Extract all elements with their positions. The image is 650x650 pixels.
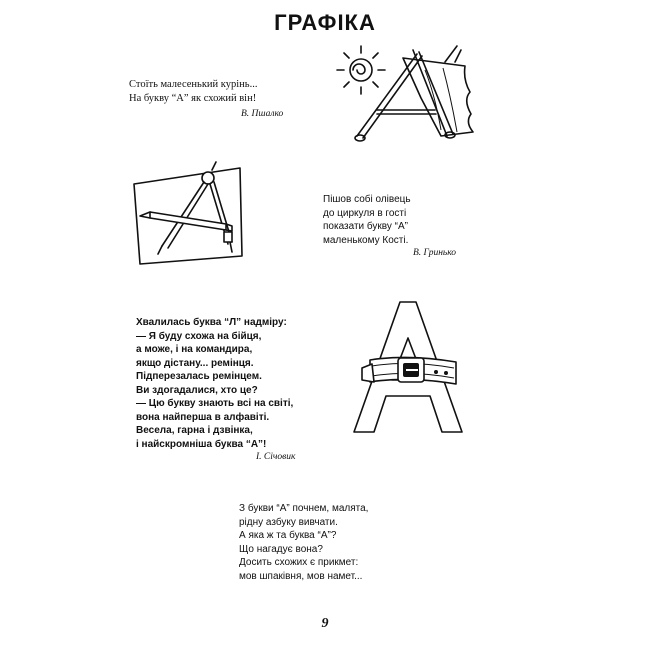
page-number: 9 xyxy=(321,616,329,631)
poem-line: Хвалилась буква “Л” надміру: xyxy=(136,317,287,328)
poem-line: Досить схожих є прикмет: xyxy=(239,557,359,568)
sun-icon xyxy=(337,46,385,94)
belted-letter-a-icon xyxy=(348,298,468,436)
poem-line: і найскромніша буква “А”! xyxy=(136,438,267,450)
poem-line: На букву “А” як схожий він! xyxy=(129,92,257,104)
poem-4 xyxy=(239,502,368,583)
poem-2-author: В. Гринько xyxy=(413,248,457,258)
poem-line: маленькому Кості. xyxy=(323,234,409,246)
poem-line: Весела, гарна і дзвінка, xyxy=(136,425,253,436)
poem-line: Що нагадує вона? xyxy=(239,543,323,555)
poem-1-author: В. Пшалко xyxy=(241,109,284,119)
poem-line: мов шпаківня, мов намет... xyxy=(239,570,363,582)
poem-line: вона найперша в алфавіті. xyxy=(136,411,270,423)
poem-1 xyxy=(129,78,257,105)
poem-line: а може, і на командира, xyxy=(136,344,253,355)
poem-line: А яка ж та буква “А”? xyxy=(239,530,337,541)
page-title: ГРАФІКА xyxy=(274,10,376,35)
compass-letter-a-icon xyxy=(128,160,248,270)
poem-line: Підперезалась ремінцем. xyxy=(136,371,262,382)
tent-letter-a-icon xyxy=(325,40,495,145)
poem-line: — Я буду схожа на бійця, xyxy=(136,330,262,342)
poem-line: рідну азбуку вивчати. xyxy=(239,516,338,528)
poem-line: З букви “А” почнем, малята, xyxy=(239,503,369,514)
poem-line: якщо дістану... ремінця. xyxy=(136,357,254,369)
poem-3-author: І. Січовик xyxy=(256,452,296,462)
poem-line: показати букву “А” xyxy=(323,221,408,232)
poem-line: — Цю букву знають всі на світі, xyxy=(136,398,294,409)
poem-2 xyxy=(323,193,411,247)
poem-line: Ви здогадалися, хто це? xyxy=(136,384,258,396)
poem-line: Пішов собі олівець xyxy=(323,194,411,205)
poem-3 xyxy=(136,316,293,451)
poem-line: Стоїть малесенький курінь... xyxy=(129,79,258,90)
poem-line: до циркуля в гості xyxy=(323,207,407,219)
